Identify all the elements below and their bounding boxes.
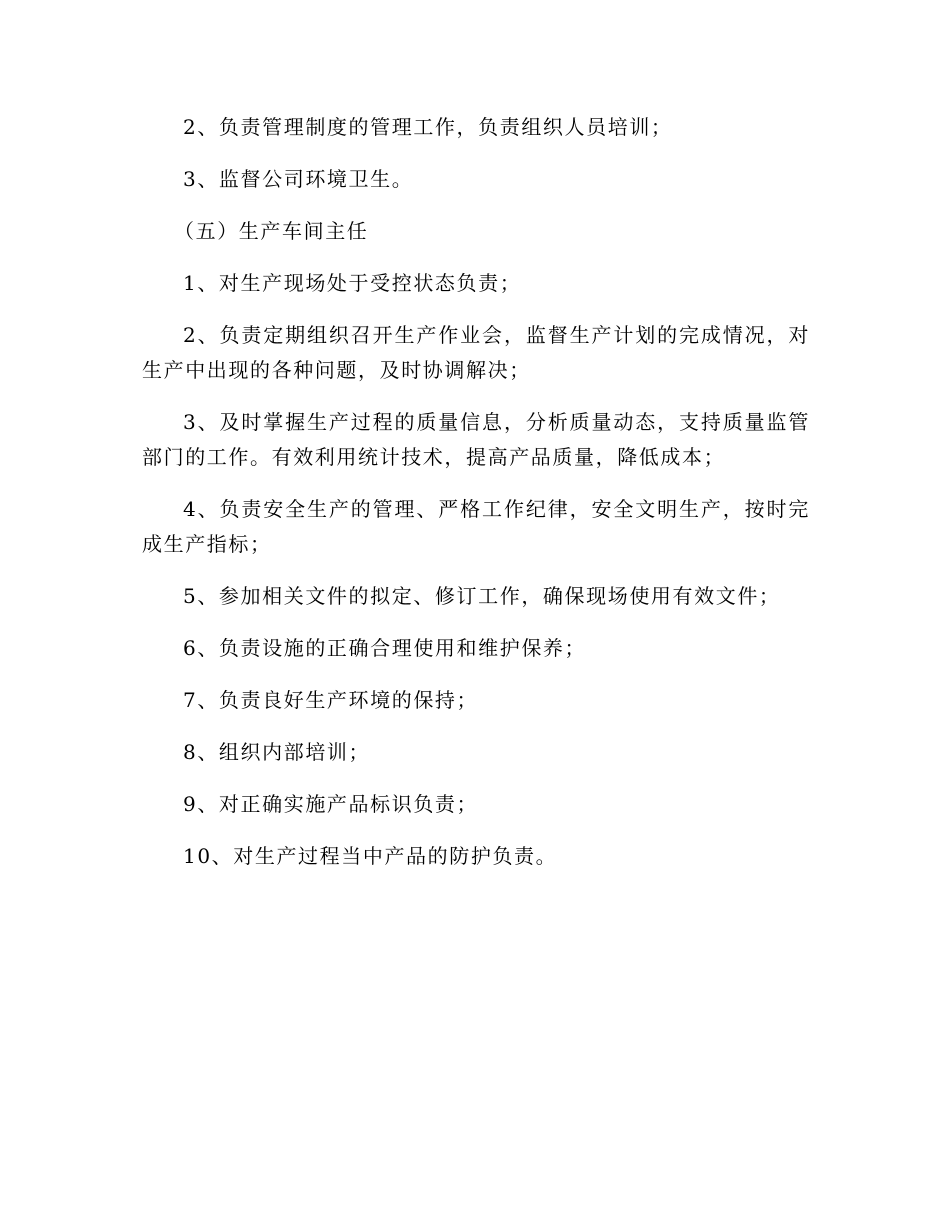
document-body [142,110,810,874]
paragraph-workshop-duty-2: 2、负责定期组织召开生产作业会，监督生产计划的完成情况，对生产中出现的各种问题，及时协调解决； [142,323,810,382]
paragraph-workshop-duty-8: 8、组织内部培训； [183,740,371,764]
paragraph-workshop-duty-6: 6、负责设施的正确合理使用和维护保养； [183,636,587,660]
paragraph-workshop-duty-5: 5、参加相关文件的拟定、修订工作，确保现场使用有效文件； [183,584,781,608]
paragraph-workshop-duty-7: 7、负责良好生产环境的保持； [183,688,479,712]
paragraph-workshop-duty-1: 1、对生产现场处于受控状态负责； [183,271,522,295]
paragraph-admin-duty-2: 2、负责管理制度的管理工作，负责组织人员培训； [183,115,673,139]
paragraph-workshop-duty-3: 3、及时掌握生产过程的质量信息，分析质量动态，支持质量监管部门的工作。有效利用统计技术，提高产品质量，降低成本； [142,410,810,469]
paragraph-workshop-duty-4: 4、负责安全生产的管理、严格工作纪律，安全文明生产，按时完成生产指标； [142,497,810,556]
paragraph-admin-duty-3: 3、监督公司环境卫生。 [183,167,414,191]
paragraph-workshop-duty-9: 9、对正确实施产品标识负责； [183,792,479,816]
paragraph-workshop-duty-10: 10、对生产过程当中产品的防护负责。 [183,844,558,868]
section-heading-workshop-director: （五）生产车间主任 [174,219,369,243]
